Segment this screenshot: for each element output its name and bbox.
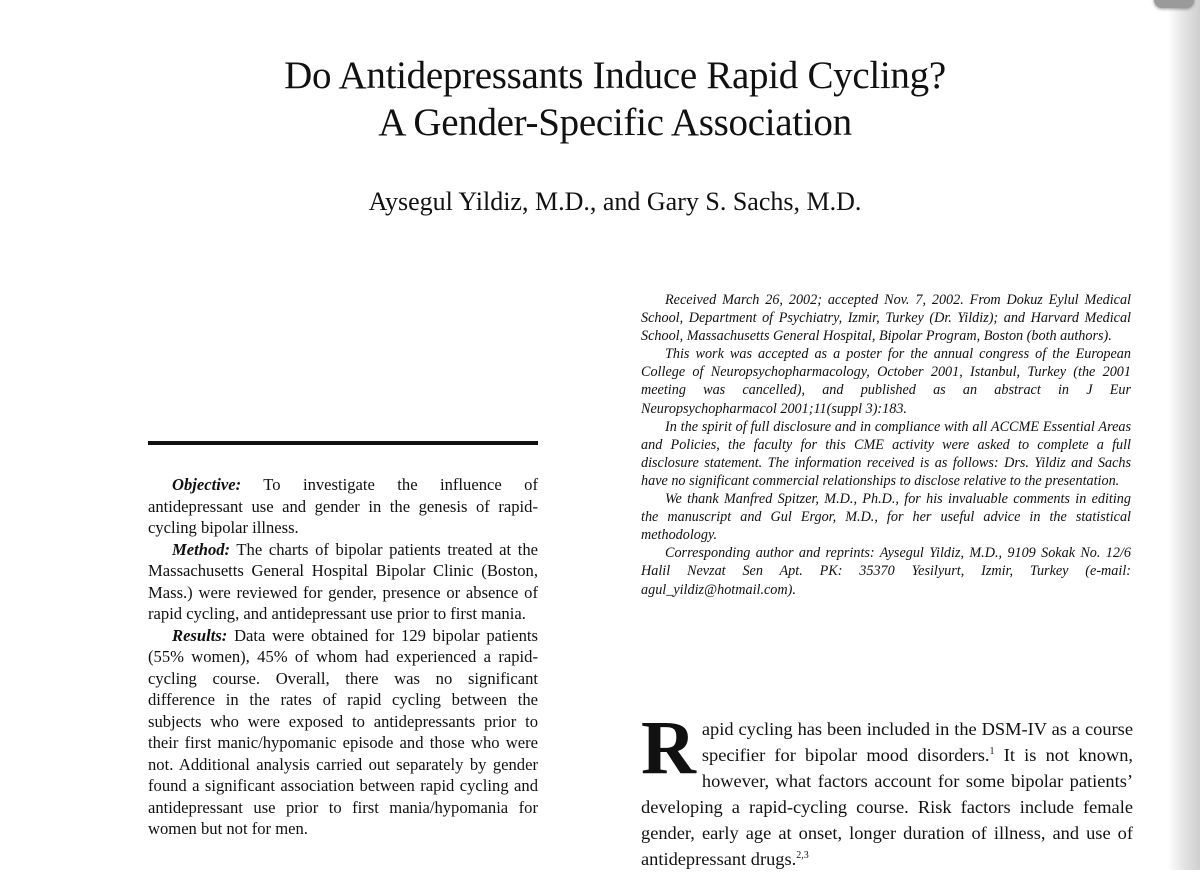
body-text-part-1: apid cycling has been included in the DSM-IV as a course specifier for bipolar mood disorders. (701, 719, 1133, 765)
body-text-part-2: It is not known, however, what factors account for some bipolar patients’ developing a rapid-cycling course. Risk factors include female gender, early age at onset, longer duration of illness, and use of antidepressant drugs. (641, 745, 1133, 869)
objective-label: Objective: (172, 475, 242, 494)
objective-text: To investigate the influence of antidepressant use and gender in the genesis of rapid-cycling bipolar illness. (148, 475, 538, 537)
footnote-poster: This work was accepted as a poster for the annual congress of the European College of Neuropsychopharmacology, October 2001, Istanbul, Turkey (the 2001 meeting was cancelled), and published as an abstract in J Eur Neuropsychopharmacol 2001;11(suppl 3):183. (641, 346, 1131, 417)
results-text: Data were obtained for 129 bipolar patients (55% women), 45% of whom had experienced a rapid-cycling course. Overall, there was no significant difference in the rates of rapid cycling between the subjects who were exposed to antidepressants prior to their first manic/hypomanic episode and those who were not. Additional analysis carried out separately by gender found a significant association between rapid cycling and antidepressant use prior to first mania/hypomania for women but not for men. (148, 625, 538, 838)
drop-cap: R (641, 706, 696, 790)
article-title (0, 52, 1200, 146)
results-label: Results: (172, 625, 228, 645)
footnote-received: Received March 26, 2002; accepted Nov. 7, 2002. From Dokuz Eylul Medical School, Department of Psychiatry, Izmir, Turkey (Dr. Yildiz); and Harvard Medical School, Massachusetts General Hospital, Bipolar Program, Boston (both authors). (641, 292, 1131, 345)
article-footnotes (641, 291, 1131, 599)
title-line-2: A Gender-Specific Association (378, 101, 852, 144)
title-line-1: Do Antidepressants Induce Rapid Cycling? (284, 54, 946, 97)
abstract-objective (148, 474, 538, 539)
reference-1: 1 (989, 745, 995, 757)
footnote-corresponding: Corresponding author and reprints: Aysegul Yildiz, M.D., 9109 Sokak No. 12/6 Halil Nevzat Sen Apt. PK: 35370 Yesilyurt, Izmir, Turkey (e-mail: agul_yildiz@hotmail.com). (641, 545, 1131, 598)
abstract-rule (148, 441, 538, 445)
method-text: The charts of bipolar patients treated at the Massachusetts General Hospital Bipolar Clinic (Boston, Mass.) were reviewed for gender, presence or absence of rapid cycling, and antidepressant use prior to first mania. (148, 539, 538, 623)
footnote-disclosure: In the spirit of full disclosure and in compliance with all ACCME Essential Areas and Policies, the faculty for this CME activity were asked to complete a full disclosure statement. The information received is as follows: Drs. Yildiz and Sachs have no significant commercial relationships to disclose relative to the presentation. (641, 418, 1131, 489)
body-paragraph (641, 706, 1133, 872)
abstract-results (148, 625, 538, 840)
author-line: Aysegul Yildiz, M.D., and Gary S. Sachs, M.D. (368, 187, 862, 216)
method-label: Method: (172, 539, 231, 559)
body-text (641, 706, 1133, 872)
footnote-thanks: We thank Manfred Spitzer, M.D., Ph.D., for his invaluable comments in editing the manuscript and Gul Ergor, M.D., for her useful advice in the statistical methodology. (641, 491, 1131, 544)
abstract-method (148, 539, 538, 625)
reference-2-3: 2,3 (796, 849, 809, 861)
abstract (148, 474, 538, 840)
page-corner-tab (1154, 0, 1194, 8)
